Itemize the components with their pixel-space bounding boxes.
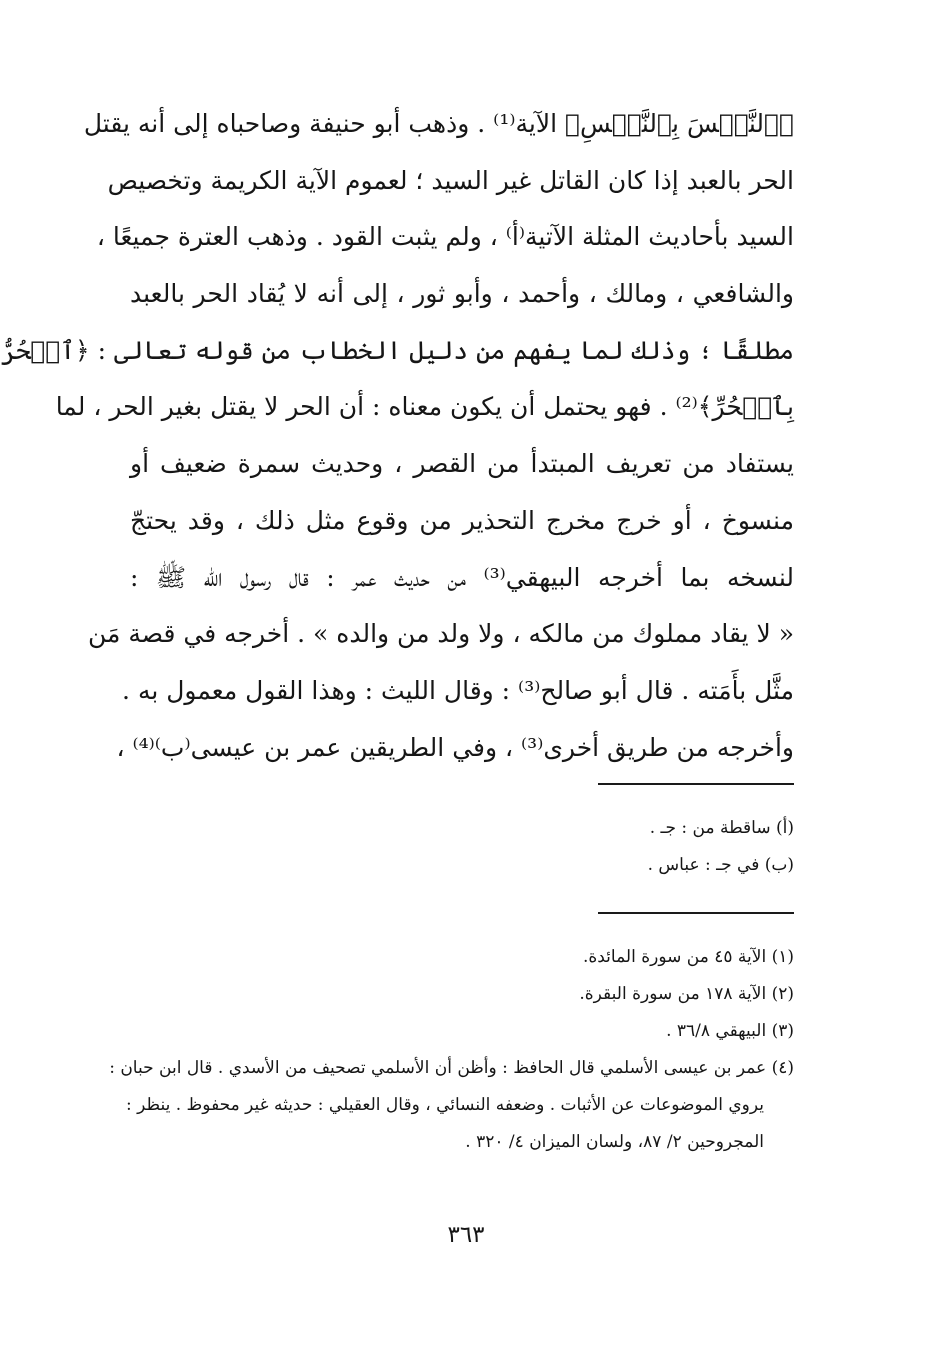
text-line: منسوخ ، أو خرج مخرج التحذير من وقوع مثل ذلك ، وقد يحتجّ [130,505,794,535]
text-line: لنسخه بما أخرجه البيهقي⁽³⁾ من حديث عمر : قال رسول الله ﷺ : [130,562,794,592]
footnote-continuation: المجروحين ٢/ ٨٧، ولسان الميزان ٤/ ٣٢٠ . [465,1132,764,1152]
variant-note: (أ) ساقطة من : جـ . [649,818,794,838]
text-line: مثَّل بأَمَته . قال أبو صالح⁽³⁾ : وقال الليث : وهذا القول معمول به . [122,675,794,705]
main-text-block [1,96,794,776]
text-line: يستفاد من تعريف المبتدأ من القصر ، وحديث سمرة ضعيف أو [130,449,794,479]
text-line: مطلقًا ؛ وذلك لما يفهم من دليل الخطاب من قوله تعالى : ﴿ٱلۡحُرُّ [1,335,794,365]
text-line: بِٱلۡحُرِّ﴾⁽²⁾ . فهو يحتمل أن يكون معناه : أن الحر لا يقتل بغير الحر ، لما [55,392,794,422]
footnote: (١) الآية ٤٥ من سورة المائدة. [582,947,794,967]
footnote-continuation: يروي الموضوعات عن الأثبات . وضعفه النسائي ، وقال العقيلي : حديثه غير محفوظ . ينظر : [126,1095,764,1115]
text-line: السيد بأحاديث المثلة الآتية⁽أ⁾ ، ولم يثبت القود . وذهب العترة جميعًا ، [96,222,794,252]
text-line: وأخرجه من طريق أخرى⁽³⁾ ، وفي الطريقين عمر بن عيسى⁽ب⁾⁽⁴⁾ ، [116,732,794,762]
footnote: (٣) البيهقي ٣٦/٨ . [666,1021,794,1041]
footnotes [109,939,794,1161]
text-line: الحر بالعبد إذا كان القاتل غير السيد ؛ لعموم الآية الكريمة وتخصيص [107,165,794,195]
footnotes-divider [598,912,794,914]
page-number: ٣٦٣ [447,1222,485,1248]
footnote: (٢) الآية ١٧٨ من سورة البقرة. [579,984,794,1004]
variant-notes [124,810,794,884]
text-line: ﴿ٱلنَّفۡسَ بِٱلنَّفۡسِ﴾ الآية⁽¹⁾ . وذهب أبو حنيفة وصاحباه إلى أنه يقتل [83,109,794,138]
variant-note: (ب) في جـ : عباس . [647,855,794,875]
text-line: « لا يقاد مملوك من مالكه ، ولا ولد من والده » . أخرجه في قصة مَن [88,619,794,649]
footnote: (٤) عمر بن عيسى الأسلمي قال الحافظ : وأظن أن الأسلمي تصحيف من الأسدي . قال ابن حبان : [109,1058,794,1078]
text-line: والشافعي ، ومالك ، وأحمد ، وأبو ثور ، إلى أنه لا يُقاد الحر بالعبد [130,279,794,309]
variant-notes-divider [598,783,794,785]
